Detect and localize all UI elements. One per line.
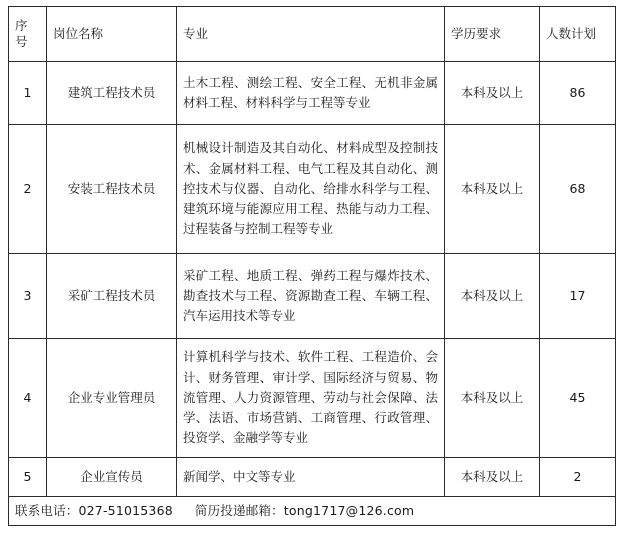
table-row — [9, 339, 616, 458]
row-index: 4 — [9, 339, 47, 458]
column-header-count: 人数计划 — [540, 7, 616, 62]
row-post: 安装工程技术员 — [47, 125, 177, 254]
row-education: 本科及以上 — [445, 458, 540, 497]
row-post: 建筑工程技术员 — [47, 62, 177, 125]
contact-phone: 联系电话：027-51015368 — [15, 503, 173, 518]
table-row — [9, 458, 616, 497]
table-row — [9, 62, 616, 125]
row-education: 本科及以上 — [445, 62, 540, 125]
row-major: 机械设计制造及其自动化、材料成型及控制技术、金属材料工程、电气工程及其自动化、测控技术与仪器、自动化、给排水科学与工程、建筑环境与能源应用工程、热能与动力工程、过程装备与控制工程等专业 — [177, 125, 445, 254]
row-index: 1 — [9, 62, 47, 125]
row-post: 采矿工程技术员 — [47, 254, 177, 339]
table-footer-row — [9, 497, 616, 526]
row-education: 本科及以上 — [445, 125, 540, 254]
contact-info — [9, 497, 616, 526]
row-education: 本科及以上 — [445, 254, 540, 339]
column-header-index: 序号 — [9, 7, 47, 62]
row-education: 本科及以上 — [445, 339, 540, 458]
row-index: 3 — [9, 254, 47, 339]
table-row — [9, 125, 616, 254]
row-major: 新闻学、中文等专业 — [177, 458, 445, 497]
column-header-major: 专业 — [177, 7, 445, 62]
row-count: 68 — [540, 125, 616, 254]
contact-email: 简历投递邮箱：tong1717@126.com — [194, 503, 415, 518]
row-major: 土木工程、测绘工程、安全工程、无机非金属材料工程、材料科学与工程等专业 — [177, 62, 445, 125]
row-count: 86 — [540, 62, 616, 125]
row-count: 17 — [540, 254, 616, 339]
table-header-row — [9, 7, 616, 62]
row-count: 45 — [540, 339, 616, 458]
row-major: 计算机科学与技术、软件工程、工程造价、会计、财务管理、审计学、国际经济与贸易、物流管理、人力资源管理、劳动与社会保障、法学、法语、市场营销、工商管理、行政管理、投资学、金融学等专业 — [177, 339, 445, 458]
row-index: 2 — [9, 125, 47, 254]
row-count: 2 — [540, 458, 616, 497]
row-major: 采矿工程、地质工程、弹药工程与爆炸技术、勘查技术与工程、资源勘查工程、车辆工程、汽车运用技术等专业 — [177, 254, 445, 339]
recruitment-table — [8, 6, 616, 526]
column-header-post: 岗位名称 — [47, 7, 177, 62]
column-header-education: 学历要求 — [445, 7, 540, 62]
row-index: 5 — [9, 458, 47, 497]
row-post: 企业宣传员 — [47, 458, 177, 497]
table-row — [9, 254, 616, 339]
row-post: 企业专业管理员 — [47, 339, 177, 458]
